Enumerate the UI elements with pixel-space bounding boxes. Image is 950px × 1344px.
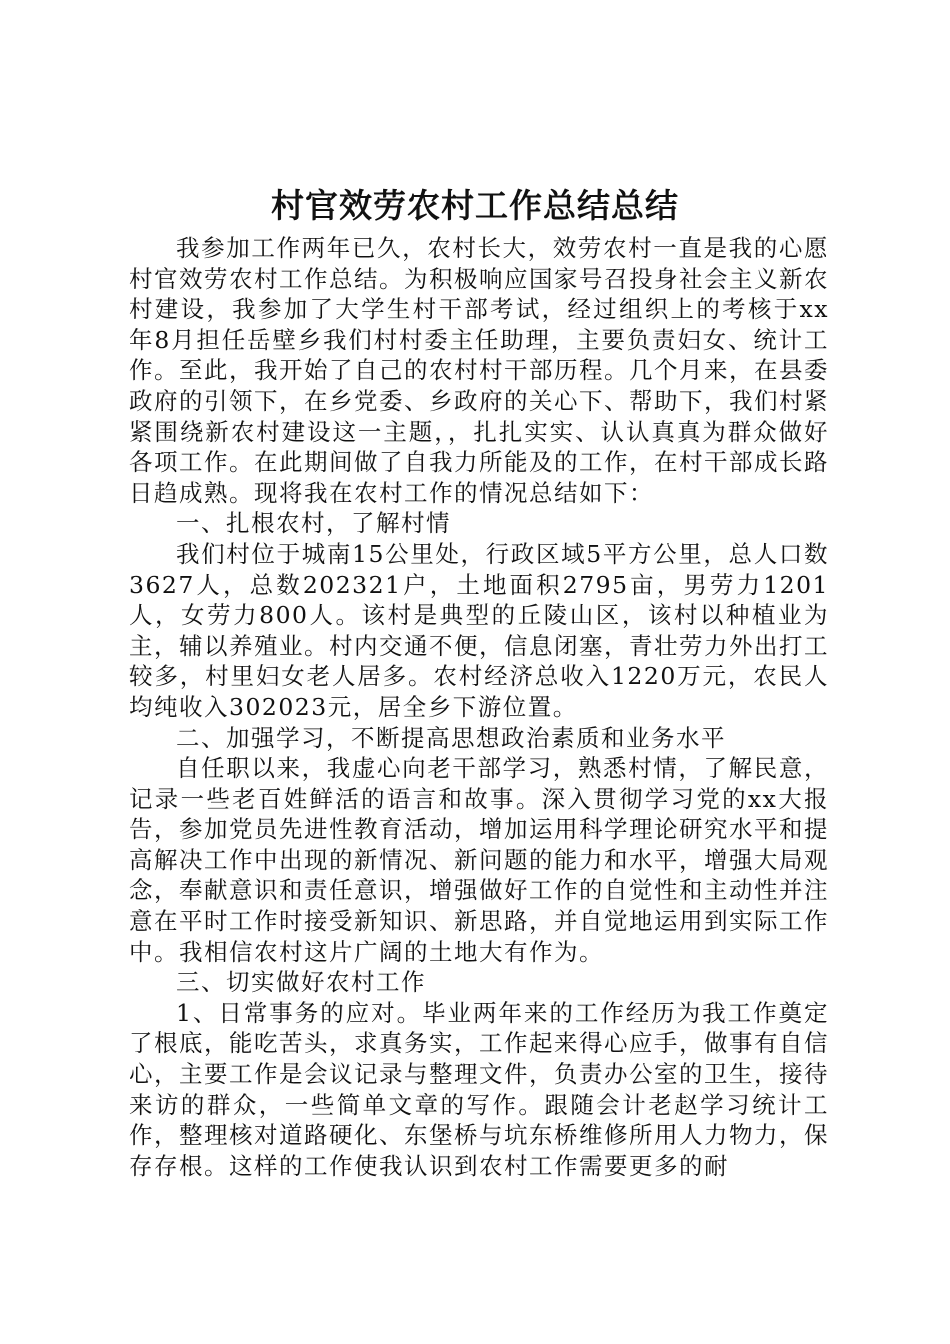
section-heading-2: 二、加强学习，不断提高思想政治素质和业务水平 xyxy=(176,723,726,752)
document-body xyxy=(129,233,829,1181)
document-title: 村官效劳农村工作总结总结 xyxy=(271,186,679,225)
village-info-paragraph: 我们村位于城南15公里处，行政区域5平方公里，总人口数3627人，总数202321户，土地面积2795亩，男劳力1201人，女劳力800人。该村是典型的丘陵山区，该村以种植业为主，辅以养殖业。村内交通不便，信息闭塞，青壮劳力外出打工较多，村里妇女老人居多。农村经济总收入1220万元，农民人均纯收入302023元，居全乡下游位置。 xyxy=(129,539,829,721)
daily-affairs-paragraph: 1、日常事务的应对。毕业两年来的工作经历为我工作奠定了根底，能吃苦头，求真务实，工作起来得心应手，做事有自信心，主要工作是会议记录与整理文件，负责办公室的卫生，接待来访的群众，一些简单文章的写作。跟随会计老赵学习统计工作，整理核对道路硬化、东堡桥与坑东桥维修所用人力物力，保存存根。这样的工作使我认识到农村工作需要更多的耐 xyxy=(129,998,829,1180)
section-heading-3: 三、切实做好农村工作 xyxy=(176,968,426,997)
intro-paragraph: 我参加工作两年已久，农村长大，效劳农村一直是我的心愿村官效劳农村工作总结。为积极响应国家号召投身社会主义新农村建设，我参加了大学生村干部考试，经过组织上的考核于xx年8月担任岳壁乡我们村村委主任助理，主要负责妇女、统计工作。至此，我开始了自己的农村村干部历程。几个月来，在县委政府的引领下，在乡党委、乡政府的关心下、帮助下，我们村紧紧围绕新农村建设这一主题，，扎扎实实、认认真真为群众做好各项工作。在此期间做了自我力所能及的工作，在村干部成长路日趋成熟。现将我在农村工作的情况总结如下： xyxy=(129,234,829,507)
study-paragraph: 自任职以来，我虚心向老干部学习，熟悉村情，了解民意，记录一些老百姓鲜活的语言和故事。深入贯彻学习党的xx大报告，参加党员先进性教育活动，增加运用科学理论研究水平和提高解决工作中出现的新情况、新问题的能力和水平，增强大局观念，奉献意识和责任意识，增强做好工作的自觉性和主动性并注意在平时工作时接受新知识、新思路，并自觉地运用到实际工作中。我相信农村这片广阔的土地大有作为。 xyxy=(129,754,829,966)
section-heading-1: 一、扎根农村，了解村情 xyxy=(176,509,451,538)
